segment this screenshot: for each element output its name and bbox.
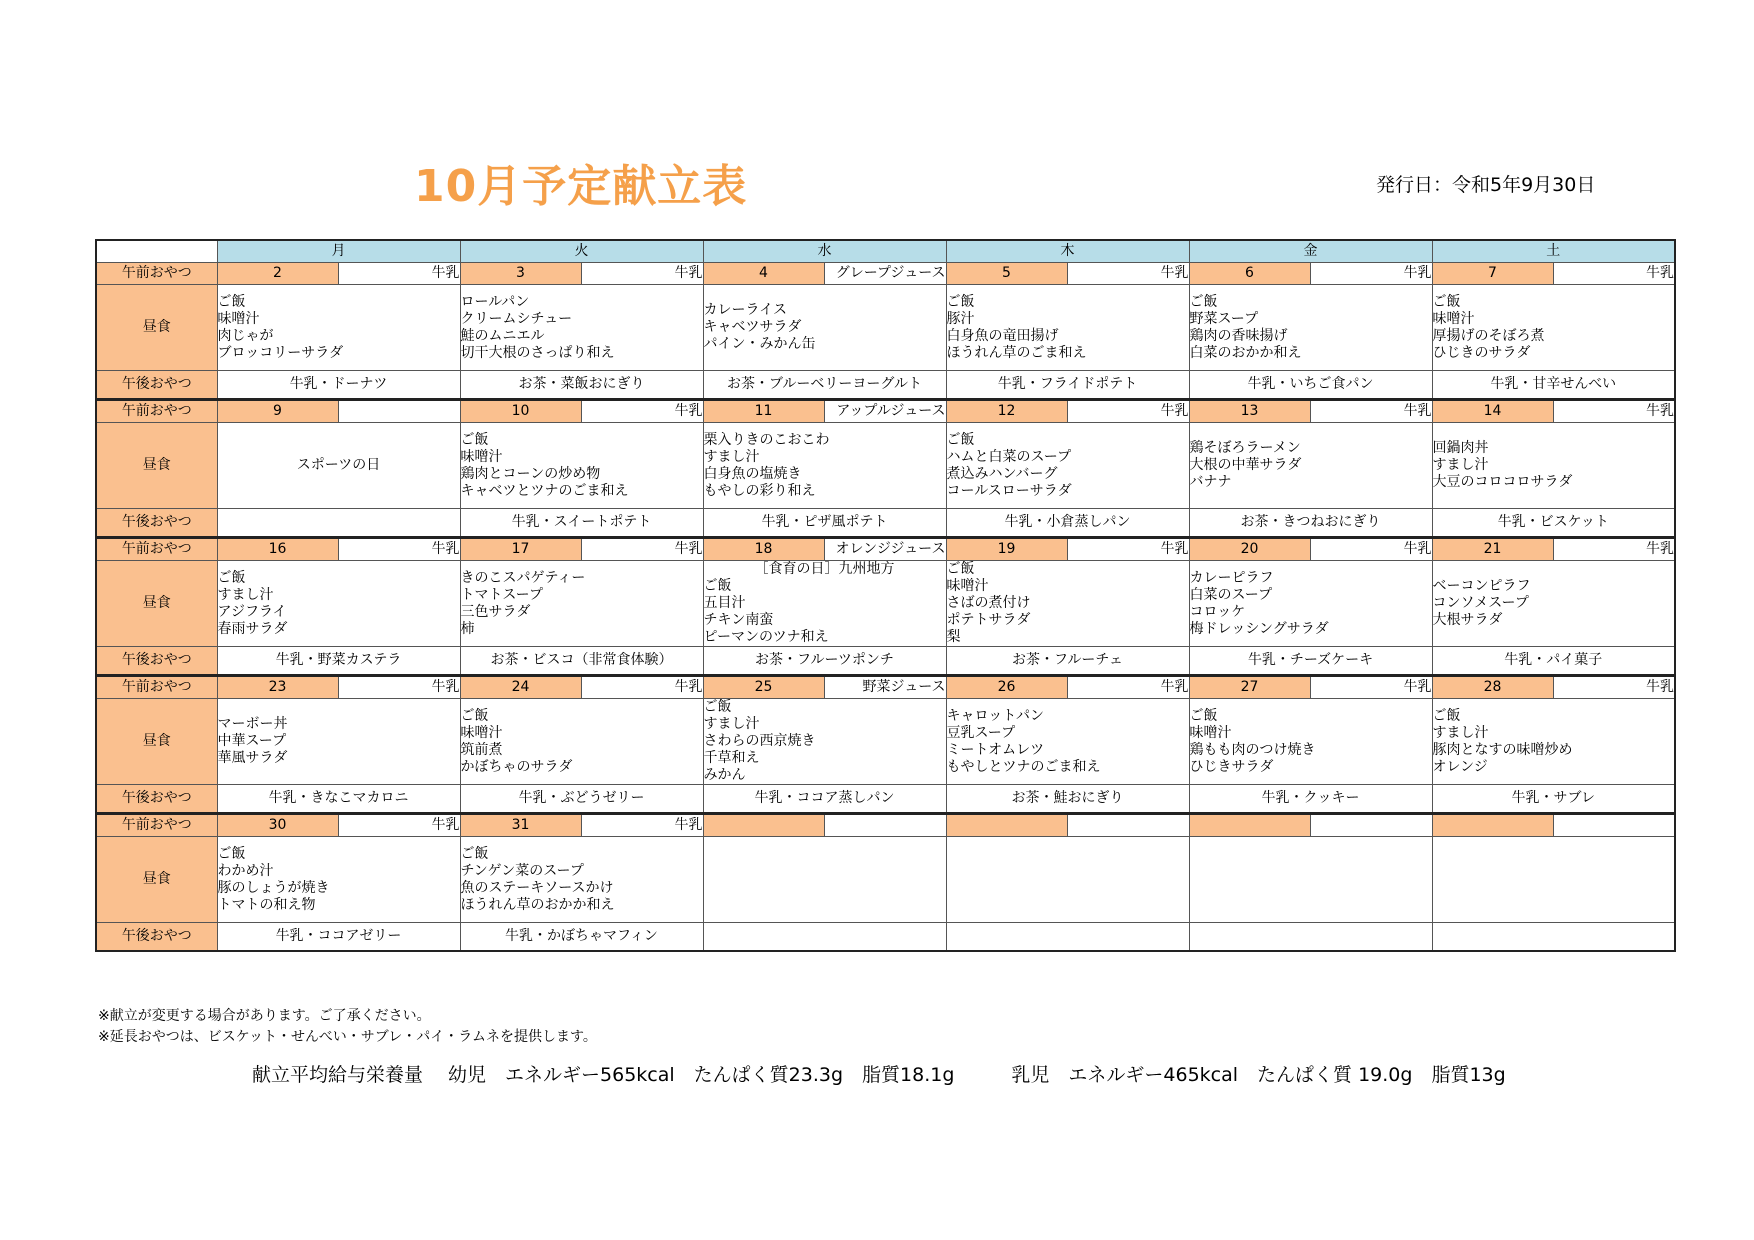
- am-drink-cell: 牛乳: [338, 263, 460, 285]
- lunch-item: ご飯: [1189, 707, 1218, 724]
- pm-snack-cell: [703, 923, 946, 952]
- date-cell: 31: [460, 814, 581, 837]
- day-header-tue: 火: [460, 240, 703, 263]
- lunch-cell: [1189, 423, 1432, 509]
- pm-snack-cell: [1189, 923, 1432, 952]
- date-cell: 6: [1189, 263, 1310, 285]
- pm-snack-cell: [1432, 923, 1675, 952]
- lunch-cell: [946, 285, 1189, 371]
- lunch-cell: [946, 423, 1189, 509]
- pm-snack-cell: [217, 509, 460, 538]
- pm-snack-cell: 牛乳・クッキー: [1189, 785, 1432, 814]
- lunch-item: すまし汁: [703, 716, 760, 732]
- date-cell: 24: [460, 676, 581, 699]
- pm-snack-row: [96, 509, 1675, 538]
- lunch-item: ［食育の日］九州地方: [754, 561, 895, 577]
- lunch-item: ひじきサラダ: [1189, 758, 1274, 775]
- lunch-item: クリームシチュー: [460, 310, 573, 327]
- lunch-cell: [217, 699, 460, 785]
- lunch-cell: [217, 561, 460, 647]
- lunch-item: カレーピラフ: [1189, 569, 1274, 586]
- date-cell: 12: [946, 400, 1067, 423]
- lunch-item: ピーマンのツナ和え: [703, 629, 829, 645]
- pm-snack-cell: 牛乳・小倉蒸しパン: [946, 509, 1189, 538]
- lunch-item: さわらの西京焼き: [703, 733, 816, 749]
- row-label-lunch: 昼食: [96, 561, 217, 647]
- date-cell: 27: [1189, 676, 1310, 699]
- corner-cell: [96, 240, 217, 263]
- lunch-item: 春雨サラダ: [217, 620, 288, 637]
- lunch-item: オレンジ: [1432, 758, 1488, 775]
- date-cell: 11: [703, 400, 824, 423]
- am-drink-cell: アップルジュース: [824, 400, 946, 423]
- am-drink-cell: グレープジュース: [824, 263, 946, 285]
- lunch-item: わかめ汁: [217, 862, 274, 879]
- lunch-row: [96, 285, 1675, 371]
- pm-snack-cell: 牛乳・サブレ: [1432, 785, 1675, 814]
- lunch-cell: [1432, 561, 1675, 647]
- row-label-pm: 午後おやつ: [96, 371, 217, 400]
- lunch-item: バナナ: [1189, 474, 1232, 490]
- lunch-row: [96, 837, 1675, 923]
- am-drink-cell: [338, 400, 460, 423]
- lunch-item: ご飯: [946, 293, 975, 310]
- menu-table: [95, 239, 1676, 952]
- lunch-item: ほうれん草のおかか和え: [460, 896, 615, 913]
- nutrition-summary: 献立平均給与栄養量 幼児 エネルギー565kcal たんぱく質23.3g 脂質18.1g 乳児 エネルギー465kcal たんぱく質 19.0g 脂質13g: [252, 1064, 1506, 1086]
- lunch-item: 野菜スープ: [1189, 310, 1259, 327]
- lunch-cell: [1189, 285, 1432, 371]
- pm-snack-cell: 牛乳・ドーナツ: [217, 371, 460, 400]
- lunch-item: チキン南蛮: [703, 612, 774, 628]
- day-header-mon: 月: [217, 240, 460, 263]
- am-snack-row: [96, 400, 1675, 423]
- date-cell: 2: [217, 263, 338, 285]
- row-label-lunch: 昼食: [96, 423, 217, 509]
- lunch-item: 中華スープ: [217, 733, 287, 749]
- lunch-row: [96, 423, 1675, 509]
- lunch-item: 栗入りきのこおこわ: [703, 431, 830, 448]
- lunch-item: 筑前煮: [460, 741, 503, 758]
- lunch-item: ブロッコリーサラダ: [217, 344, 344, 361]
- lunch-item: ご飯: [217, 845, 246, 862]
- am-drink-cell: 牛乳: [1310, 676, 1432, 699]
- am-drink-cell: 牛乳: [581, 676, 703, 699]
- lunch-item: 五目汁: [703, 595, 746, 611]
- note-line: ※延長おやつは、ビスケット・せんべい・サブレ・パイ・ラムネを提供します。: [98, 1029, 597, 1045]
- lunch-item: みかん: [703, 767, 746, 783]
- lunch-item: すまし汁: [1432, 724, 1489, 741]
- lunch-item: 煮込みハンバーグ: [946, 465, 1058, 482]
- date-cell: 7: [1432, 263, 1553, 285]
- row-label-pm: 午後おやつ: [96, 509, 217, 538]
- lunch-cell: [703, 561, 946, 647]
- lunch-item: 華風サラダ: [217, 750, 288, 766]
- row-label-am: 午前おやつ: [96, 400, 217, 423]
- date-cell: 17: [460, 538, 581, 561]
- day-header-fri: 金: [1189, 240, 1432, 263]
- lunch-item: 柿: [460, 620, 475, 637]
- lunch-item: チンゲン菜のスープ: [460, 862, 584, 879]
- lunch-item: ひじきのサラダ: [1432, 344, 1531, 361]
- row-label-am: 午前おやつ: [96, 538, 217, 561]
- lunch-item: 三色サラダ: [460, 603, 531, 620]
- lunch-item: 白菜のスープ: [1189, 586, 1273, 603]
- lunch-item: 鮭のムニエル: [460, 327, 545, 344]
- lunch-cell: [703, 423, 946, 509]
- am-drink-cell: オレンジジュース: [824, 538, 946, 561]
- lunch-item: さばの煮付け: [946, 595, 1031, 611]
- lunch-item: ご飯: [217, 569, 246, 586]
- lunch-cell: [1432, 699, 1675, 785]
- am-drink-cell: 牛乳: [338, 676, 460, 699]
- row-label-lunch: 昼食: [96, 837, 217, 923]
- lunch-cell: [460, 561, 703, 647]
- am-drink-cell: [824, 814, 946, 837]
- lunch-cell: [1189, 699, 1432, 785]
- am-drink-cell: 牛乳: [1553, 400, 1675, 423]
- pm-snack-cell: 牛乳・かぼちゃマフィン: [460, 923, 703, 952]
- row-label-am: 午前おやつ: [96, 814, 217, 837]
- am-drink-cell: [1310, 814, 1432, 837]
- row-label-pm: 午後おやつ: [96, 647, 217, 676]
- lunch-item: ご飯: [1432, 293, 1461, 310]
- lunch-item: 梨: [946, 629, 961, 645]
- lunch-item: 鶏肉とコーンの炒め物: [460, 465, 601, 482]
- lunch-cell: [1432, 837, 1675, 923]
- row-label-am: 午前おやつ: [96, 676, 217, 699]
- pm-snack-cell: お茶・ビスコ（非常食体験）: [460, 647, 703, 676]
- lunch-item: かぼちゃのサラダ: [460, 758, 573, 775]
- lunch-item: 豆乳スープ: [946, 724, 1016, 741]
- lunch-cell: [1432, 285, 1675, 371]
- lunch-item: もやしの彩り和え: [703, 482, 816, 499]
- lunch-item: トマトの和え物: [217, 896, 316, 913]
- lunch-item: 白身魚の塩焼き: [703, 465, 802, 482]
- date-cell: 25: [703, 676, 824, 699]
- lunch-item: 肉じゃが: [217, 327, 274, 344]
- lunch-item: 味噌汁: [946, 578, 989, 594]
- date-cell: 20: [1189, 538, 1310, 561]
- lunch-cell: [946, 837, 1189, 923]
- date-cell: 28: [1432, 676, 1553, 699]
- date-cell: 4: [703, 263, 824, 285]
- am-drink-cell: 牛乳: [581, 400, 703, 423]
- day-header-sat: 土: [1432, 240, 1675, 263]
- row-label-pm: 午後おやつ: [96, 923, 217, 952]
- lunch-item: コンソメスープ: [1432, 595, 1529, 611]
- lunch-item: 豚汁: [946, 310, 975, 327]
- pm-snack-cell: [946, 923, 1189, 952]
- pm-snack-cell: 牛乳・野菜カステラ: [217, 647, 460, 676]
- pm-snack-cell: 牛乳・甘辛せんべい: [1432, 371, 1675, 400]
- date-cell: [703, 814, 824, 837]
- am-drink-cell: 牛乳: [1310, 538, 1432, 561]
- pm-snack-cell: お茶・フルーツポンチ: [703, 647, 946, 676]
- lunch-item: ご飯: [217, 293, 246, 310]
- lunch-item: 味噌汁: [460, 724, 503, 741]
- day-header-row: [96, 240, 1675, 263]
- lunch-item: ご飯: [460, 431, 489, 448]
- pm-snack-row: [96, 923, 1675, 952]
- lunch-item: ポテトサラダ: [946, 612, 1031, 628]
- pm-snack-cell: 牛乳・ぶどうゼリー: [460, 785, 703, 814]
- lunch-item: 味噌汁: [460, 448, 503, 465]
- note-line: ※献立が変更する場合があります。ご了承ください。: [98, 1008, 431, 1024]
- am-snack-row: [96, 538, 1675, 561]
- lunch-item: すまし汁: [703, 448, 760, 465]
- pm-snack-cell: 牛乳・パイ菓子: [1432, 647, 1675, 676]
- lunch-item: 鶏もも肉のつけ焼き: [1189, 741, 1316, 758]
- date-cell: 14: [1432, 400, 1553, 423]
- am-drink-cell: 牛乳: [1067, 400, 1189, 423]
- am-drink-cell: 牛乳: [1310, 263, 1432, 285]
- lunch-item: すまし汁: [1432, 457, 1489, 473]
- lunch-cell: [217, 837, 460, 923]
- am-drink-cell: 野菜ジュース: [824, 676, 946, 699]
- lunch-cell: [460, 837, 703, 923]
- lunch-item: 鶏そぼろラーメン: [1189, 440, 1301, 456]
- lunch-cell: [703, 837, 946, 923]
- row-label-am: 午前おやつ: [96, 263, 217, 285]
- date-cell: 16: [217, 538, 338, 561]
- row-label-lunch: 昼食: [96, 699, 217, 785]
- lunch-item: 大根の中華サラダ: [1189, 457, 1302, 473]
- lunch-item: 千草和え: [703, 750, 760, 766]
- pm-snack-cell: 牛乳・スイートポテト: [460, 509, 703, 538]
- am-snack-row: [96, 814, 1675, 837]
- pm-snack-row: [96, 371, 1675, 400]
- date-cell: [946, 814, 1067, 837]
- am-snack-row: [96, 263, 1675, 285]
- lunch-item: 鶏肉の香味揚げ: [1189, 327, 1288, 344]
- lunch-item: ほうれん草のごま和え: [946, 344, 1087, 361]
- lunch-item: 白身魚の竜田揚げ: [946, 327, 1059, 344]
- am-snack-row: [96, 676, 1675, 699]
- lunch-cell: [1189, 561, 1432, 647]
- pm-snack-cell: お茶・菜飯おにぎり: [460, 371, 703, 400]
- lunch-cell: [703, 699, 946, 785]
- lunch-cell: [703, 285, 946, 371]
- lunch-item: 梅ドレッシングサラダ: [1189, 620, 1329, 637]
- lunch-item: マーボー丼: [217, 716, 288, 732]
- lunch-item: 味噌汁: [1189, 724, 1232, 741]
- am-drink-cell: [1553, 814, 1675, 837]
- lunch-item: 大根サラダ: [1432, 612, 1503, 628]
- date-cell: 23: [217, 676, 338, 699]
- page-title: 10月予定献立表: [414, 161, 748, 212]
- lunch-item: ご飯: [703, 699, 732, 715]
- lunch-item: ご飯: [460, 845, 489, 862]
- am-drink-cell: 牛乳: [581, 263, 703, 285]
- lunch-item: キャベツとツナのごま和え: [460, 482, 629, 499]
- pm-snack-cell: 牛乳・ココアゼリー: [217, 923, 460, 952]
- date-cell: 21: [1432, 538, 1553, 561]
- day-header-wed: 水: [703, 240, 946, 263]
- pm-snack-cell: お茶・鮭おにぎり: [946, 785, 1189, 814]
- lunch-item: 切干大根のさっぱり和え: [460, 344, 615, 361]
- date-cell: 9: [217, 400, 338, 423]
- lunch-cell: [460, 699, 703, 785]
- am-drink-cell: 牛乳: [1553, 263, 1675, 285]
- lunch-item: 豚のしょうが焼き: [217, 879, 330, 896]
- lunch-item: ご飯: [1189, 293, 1218, 310]
- lunch-cell: [1432, 423, 1675, 509]
- am-drink-cell: 牛乳: [1553, 676, 1675, 699]
- lunch-item: ご飯: [1432, 707, 1461, 724]
- date-cell: 30: [217, 814, 338, 837]
- lunch-item: 味噌汁: [1432, 310, 1475, 327]
- am-drink-cell: 牛乳: [581, 538, 703, 561]
- lunch-item: 白菜のおかか和え: [1189, 344, 1302, 361]
- lunch-row: [96, 699, 1675, 785]
- pm-snack-row: [96, 647, 1675, 676]
- date-cell: [1432, 814, 1553, 837]
- lunch-cell: [946, 561, 1189, 647]
- pm-snack-cell: お茶・ブルーベリーヨーグルト: [703, 371, 946, 400]
- date-cell: 5: [946, 263, 1067, 285]
- lunch-item: スポーツの日: [296, 457, 381, 473]
- lunch-item: 魚のステーキソースかけ: [460, 879, 614, 896]
- pm-snack-cell: 牛乳・フライドポテト: [946, 371, 1189, 400]
- notes: [98, 1006, 597, 1048]
- lunch-item: ミートオムレツ: [946, 741, 1045, 758]
- lunch-item: ベーコンピラフ: [1432, 578, 1531, 594]
- lunch-item: ご飯: [460, 707, 489, 724]
- am-drink-cell: 牛乳: [1067, 676, 1189, 699]
- lunch-cell: [460, 423, 703, 509]
- date-cell: [1189, 814, 1310, 837]
- lunch-item: きのこスパゲティー: [460, 569, 586, 586]
- lunch-cell: [460, 285, 703, 371]
- lunch-row: [96, 561, 1675, 647]
- lunch-item: カレーライス: [703, 302, 787, 318]
- am-drink-cell: 牛乳: [581, 814, 703, 837]
- lunch-item: トマトスープ: [460, 586, 543, 603]
- lunch-item: 厚揚げのそぼろ煮: [1432, 327, 1545, 344]
- lunch-item: ご飯: [946, 431, 975, 448]
- lunch-item: ロールパン: [460, 293, 530, 310]
- am-drink-cell: [1067, 814, 1189, 837]
- lunch-item: コールスローサラダ: [946, 482, 1072, 499]
- lunch-item: 豚肉となすの味噌炒め: [1432, 741, 1573, 758]
- lunch-cell: [217, 285, 460, 371]
- date-cell: 10: [460, 400, 581, 423]
- lunch-item: もやしとツナのごま和え: [946, 758, 1101, 775]
- pm-snack-cell: 牛乳・チーズケーキ: [1189, 647, 1432, 676]
- date-cell: 3: [460, 263, 581, 285]
- pm-snack-cell: 牛乳・ビスケット: [1432, 509, 1675, 538]
- row-label-pm: 午後おやつ: [96, 785, 217, 814]
- am-drink-cell: 牛乳: [1310, 400, 1432, 423]
- day-header-thu: 木: [946, 240, 1189, 263]
- lunch-item: 大豆のコロコロサラダ: [1432, 474, 1573, 490]
- lunch-item: パイン・みかん缶: [703, 336, 816, 352]
- lunch-item: ハムと白菜のスープ: [946, 448, 1072, 465]
- row-label-lunch: 昼食: [96, 285, 217, 371]
- issue-date: 発行日：令和5年9月30日: [1376, 174, 1596, 196]
- am-drink-cell: 牛乳: [338, 814, 460, 837]
- am-drink-cell: 牛乳: [1067, 538, 1189, 561]
- am-drink-cell: 牛乳: [1553, 538, 1675, 561]
- date-cell: 13: [1189, 400, 1310, 423]
- am-drink-cell: 牛乳: [1067, 263, 1189, 285]
- lunch-item: コロッケ: [1189, 603, 1246, 620]
- date-cell: 18: [703, 538, 824, 561]
- lunch-item: すまし汁: [217, 586, 274, 603]
- pm-snack-cell: 牛乳・ピザ風ポテト: [703, 509, 946, 538]
- pm-snack-cell: 牛乳・きなこマカロニ: [217, 785, 460, 814]
- lunch-item: キャベツサラダ: [703, 319, 802, 335]
- pm-snack-cell: 牛乳・ココア蒸しパン: [703, 785, 946, 814]
- lunch-item: ご飯: [703, 578, 732, 594]
- pm-snack-cell: 牛乳・いちご食パン: [1189, 371, 1432, 400]
- am-drink-cell: 牛乳: [338, 538, 460, 561]
- pm-snack-cell: お茶・きつねおにぎり: [1189, 509, 1432, 538]
- lunch-item: アジフライ: [217, 603, 287, 620]
- lunch-item: 味噌汁: [217, 310, 260, 327]
- lunch-item: キャロットパン: [946, 707, 1044, 724]
- lunch-item: ご飯: [946, 561, 975, 577]
- date-cell: 26: [946, 676, 1067, 699]
- lunch-item: 回鍋肉丼: [1432, 440, 1489, 456]
- lunch-cell: [946, 699, 1189, 785]
- lunch-cell: [1189, 837, 1432, 923]
- lunch-cell: [217, 423, 460, 509]
- pm-snack-row: [96, 785, 1675, 814]
- pm-snack-cell: お茶・フルーチェ: [946, 647, 1189, 676]
- date-cell: 19: [946, 538, 1067, 561]
